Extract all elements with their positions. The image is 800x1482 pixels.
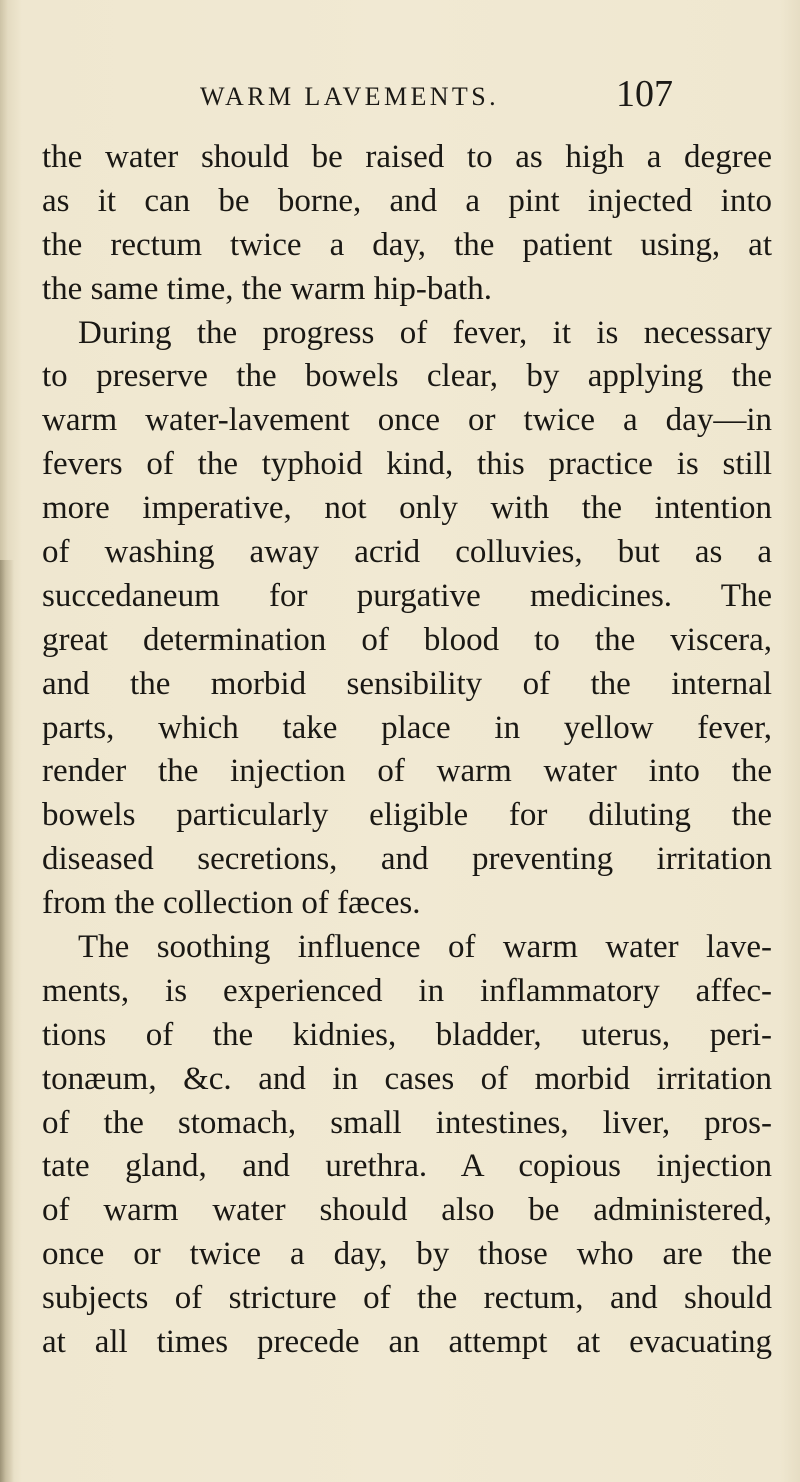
text-line: of the stomach, small intestines, liver, pros-: [42, 1104, 772, 1141]
text-line: warm water-lavement once or twice a day—in: [42, 402, 772, 439]
text-line: tions of the kidnies, bladder, uterus, peri-: [42, 1016, 772, 1053]
text-line: parts, which take place in yellow fever,: [42, 709, 772, 746]
running-head: [0, 73, 800, 116]
text-line: great determination of blood to the viscera,: [42, 621, 772, 658]
text-line: of washing away acrid colluvies, but as a: [42, 534, 772, 571]
text-line: diseased secretions, and preventing irritation: [42, 841, 772, 878]
text-line: bowels particularly eligible for diluting the: [42, 797, 772, 834]
running-title: WARM LAVEMENTS.: [200, 82, 499, 111]
text-line: at all times precede an attempt at evacuating: [42, 1324, 772, 1361]
text-line: fevers of the typhoid kind, this practice is still: [42, 446, 772, 483]
binding-shadow: [0, 560, 14, 1482]
text-line: tate gland, and urethra. A copious injection: [42, 1148, 772, 1185]
text-line: the water should be raised to as high a degree: [42, 139, 772, 175]
text-line: as it can be borne, and a pint injected into: [42, 182, 772, 219]
text-line: and the morbid sensibility of the internal: [42, 665, 772, 702]
text-line: render the injection of warm water into the: [42, 753, 772, 790]
text-line: subjects of stricture of the rectum, and should: [42, 1280, 772, 1317]
text-line: to preserve the bowels clear, by applying the: [42, 358, 772, 395]
text-line: the same time, the warm hip-bath.: [42, 270, 492, 307]
text-line: succedaneum for purgative medicines. The: [42, 577, 772, 614]
text-line: During the progress of fever, it is necessary: [78, 314, 772, 351]
page-number: 107: [616, 73, 673, 115]
text-line: tonæum, &c. and in cases of morbid irritation: [42, 1060, 772, 1097]
body-text: [42, 136, 772, 1365]
text-line: from the collection of fæces.: [42, 885, 421, 922]
text-line: of warm water should also be administered,: [42, 1192, 772, 1229]
text-line: The soothing influence of warm water lave-: [78, 929, 772, 966]
text-line: the rectum twice a day, the patient using, at: [42, 226, 772, 263]
text-line: once or twice a day, by those who are the: [42, 1236, 772, 1273]
text-line: ments, is experienced in inflammatory affec-: [42, 972, 772, 1009]
text-line: more imperative, not only with the intention: [42, 490, 772, 527]
